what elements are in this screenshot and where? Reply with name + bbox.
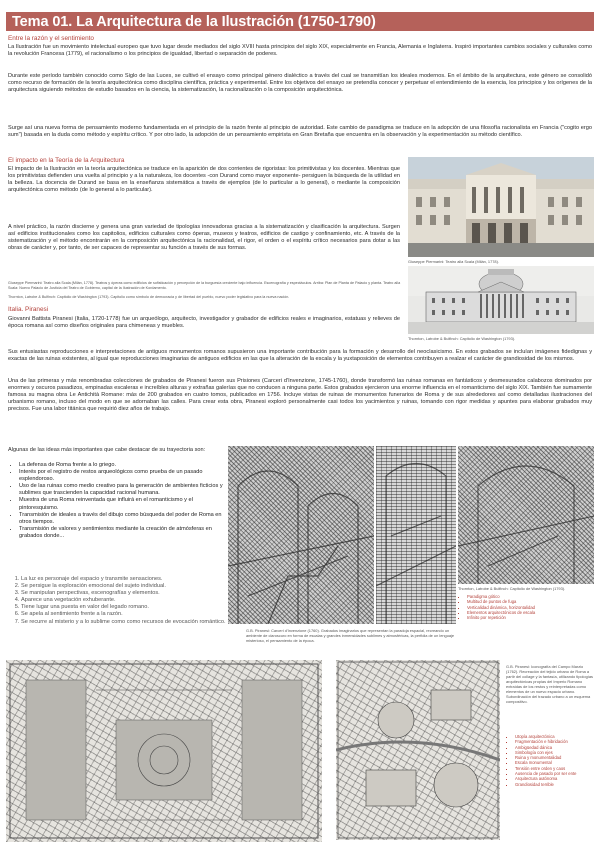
list-item: • Uso de las ruinas como medio creativo para la generación de ambientes ficticios y sublimes que trascienden la capacidad racional humana.: [19, 483, 227, 497]
paragraph-piranesi-1: Giovanni Battista Piranesi (Italia, 1720-1778) fue un arqueólogo, arquitecto, investigador y grabador de edificios reales e imaginarios, estatuas y relieves de época romana así como diseños originales para chimeneas y muebles.: [8, 316, 400, 330]
list-item: ▪ Grandiosidad terrible: [515, 782, 600, 787]
list-item: ▪ Elementos arquitectónicos de escala: [467, 610, 600, 615]
carceri-engraving-1: [228, 446, 374, 624]
ideas-list: [8, 462, 227, 540]
note-capitolio: Thornton, Latrobe & Bulfinch: Capitolio de Washington (1793). Capitolio como símbolo de democracia y de libertad del pueblo, nuevo poder legislativo para la nueva nación.: [8, 295, 290, 299]
list-item: ▪ Arquitectura autónoma: [515, 776, 600, 781]
teatro-scala-caption: Giuseppe Piermarini: Teatro alla Scala (Milán, 1778).: [408, 259, 499, 264]
carceri-small-caption: Thornton, Latrobe & Bulfinch: Capitolio de Washington (1793).: [458, 586, 566, 591]
section-heading-razon: Entre la razón y el sentimiento: [8, 35, 94, 42]
list-item: 4. Aparece una vegetación exhuberante.: [21, 597, 237, 604]
list-item: 6. Se apela al sentimiento frente a la razón.: [21, 611, 237, 618]
list-item: ▪ Simbología con ejes: [515, 750, 600, 755]
list-item: 1. La luz es personaje del espacio y transmite sensaciones.: [21, 576, 237, 583]
list-item: ▪ Utopía arquitectónica: [515, 734, 600, 739]
section-heading-impacto: El impacto en la Teoría de la Arquitectura: [8, 157, 125, 164]
list-item: ▪ Ausencia de pasado por ser ente: [515, 771, 600, 776]
list-item: ▪ Paradigma gótico: [467, 594, 600, 599]
campo-marzio-plan: [336, 660, 500, 840]
list-item: 5. Tiene lugar una puesta en valor del legado romano.: [21, 604, 237, 611]
list-item: ▪ Ambigüedad dánica: [515, 745, 600, 750]
campo-marzio-frontispiece: [6, 660, 322, 842]
list-item: • Transmisión de valores y sentimientos mediante la creación de atmósferas en grabados donde...: [19, 526, 227, 540]
paragraph-piranesi-2: Sus entusiastas reproducciones e interpretaciones de antiguos monumentos romanos supusieron una importante contribución para la formación y desarrollo del neoclasicismo. En estos grabados se incluían imágenes fidedignas y exactas de las ruinas existentes, al igual que reproducciones imaginarias de antiguos edificios en las que la alteración de la escala y la yuxtaposición de elementos contribuyen a realzar el carácter de grandiosidad de los mismos.: [8, 349, 592, 363]
section-heading-piranesi: Italia. Piranesi: [8, 306, 49, 313]
list-item: ▪ Verticalidad dinámica, horizontalidad: [467, 605, 600, 610]
capitolio-engraving: [408, 266, 594, 334]
carceri-caption: G.B. Piranesi: Carceri d'Invenzione (1760). Grabados imaginarios que representan la paradoja espacial, recreando un ambiente de claroscuro en forma de escalas y grandes inmensidades sublimes y atmosféricas, la perfidia de un lenguaje misterioso, el pensamiento de la época.: [246, 628, 455, 643]
list-item: • Transmisión de ideales a través del dibujo como búsqueda del poder de Roma en otros tiempos.: [19, 512, 227, 526]
list-item: 3. Se manipulan perspectivas, escenografías y elementos.: [21, 590, 237, 597]
list-item: • La defensa de Roma frente a lo griego.: [19, 462, 227, 469]
teatro-scala-photo: [408, 157, 594, 257]
paragraph-intro-1: La Ilustración fue un movimiento intelectual europeo que tuvo lugar desde mediados del siglo XVIII hasta principios del siglo XIX, especialmente en Francia, Alemania e Inglaterra. Inspiró importantes cambios sociales y culturales como la revolución Francesa (1779), el racionalismo o los principios de igualdad, libertad o separación de poderes.: [8, 44, 592, 58]
campo-marzio-features-list: [506, 734, 600, 787]
title-bar: [6, 12, 594, 31]
note-scala: Giuseppe Piermarini: Teatro alla Scala (Milán, 1778). Teatros y óperas como edificios de sofisticación y percepción de la burguesía creciente bajo influencia. Escenografía y espectáculos. Arriba: Plan de Planta de Palacio y planta. Teatro alla Scala: Nuevo Palacio de Justicia del Teatro de Gobierno, capital de la Ilustración de Kordamento.: [8, 281, 401, 290]
list-item: 2. Se persigue la exploración emocional del sujeto individual.: [21, 583, 237, 590]
paragraph-impacto-1: El impacto de la Ilustración en la teoría arquitectónica se traduce en la aparición de dos corrientes de rigoristas: los primitivistas y los docentes. Mientras que los primitivistas defienden una vuelta al principio y a la naturaleza, los docentes -con Durand como mayor exponente- persiguen la búsqueda de la utilidad en la belleza. La docencia de Durand se basa en la enseñanza sistemática a través de ejemplos (de lo particular a lo general), o mediante la composición arquitectónica como método (de lo general a lo particular).: [8, 166, 400, 194]
list-item: ▪ Fragmentación e hibridación: [515, 739, 600, 744]
atmosphere-list: [8, 576, 237, 626]
list-item: ▪ Tensión entre orden y caos: [515, 766, 600, 771]
paragraph-intro-3: Surge así una nueva forma de pensamiento moderno fundamentada en el principio de la razón frente al principio de autoridad. Este cambio de paradigma se traduce en la adopción de una filosofía racionalista en Francia ("cogito ergo sum") basada en la duda como método y espíritu crítico. Y por otro lado, la adopción de un pensamiento empirista en Gran Bretaña que encuentra en la observación y la experimentación su método científico.: [8, 125, 592, 139]
list-item: ▪ Infinito por repetición: [467, 615, 600, 620]
campo-marzio-caption: G.B. Piranesi: Iconografía del Campo Marzio (1762). Recreación del tejido urbano de Roma a partir del collage y la fantasía, utilizando tipologías arquitectónicas propias del Imperio Romano extraídas de los restos y reinterpretadas como elementos de un nuevo espacio urbano. Subordinación del trazado urbano a un esquema compositivo.: [506, 664, 593, 704]
ideas-intro: Algunas de las ideas más importantes que cabe destacar de su trayectoria son:: [8, 447, 206, 453]
carceri-engraving-3: [458, 446, 594, 584]
page-title: Tema 01. La Arquitectura de la Ilustración (1750-1790): [12, 14, 376, 30]
paragraph-intro-2: Durante este período también conocido como Siglo de las Luces, se cultivó el ensayo como principal género dialéctico a través del cual se transmitían los ideales modernos. En el ámbito de la arquitectura, este género se consolidó como recurso de formación de la teoría arquitectónica como disciplina científica, práctica y experimental. Entre los objetivos del ensayo se pretendía conocer y perpetuar el entendimiento de la esencia, los principios y los orígenes de la arquitectura siguiendo métodos de estudio basados en la ciencia, la sistematización, la racionalización o la composición arquitectónica.: [8, 73, 592, 94]
paragraph-impacto-2: A nivel práctico, la razón discierne y genera una gran variedad de tipologías innovadoras gracias a la sistematización y clasificación la arquitectura. Surgen así edificios institucionales como los capitolios, edificios culturales como óperas, museos y teatros, edificios de castigo y confinamiento, etc. A través de la sistematización y el método encontrarán en la composición arquitectónica la racionalidad, el rigor, el orden o el espíritu crítico necesarios para dotar a las obras de carácter y, por tanto, de ser capaces de representar su función a través de sus formas.: [8, 224, 400, 252]
list-item: • Muestra de una Roma reinventada que influirá en el romanticismo y el pintoresquismo.: [19, 497, 227, 511]
list-item: ▪ Multitud de puntos de fuga: [467, 599, 600, 604]
carceri-features-list: [458, 594, 600, 620]
list-item: • Interés por el registro de restos arqueológicos como prueba de un pasado esplendoroso.: [19, 469, 227, 483]
list-item: 7. Se recurre al misterio y a lo sublime como como recursos de evocación romántico.: [21, 619, 237, 626]
capitolio-caption: Thornton, Latrobe & Bulfinch: Capitolio de Washington (1793).: [408, 336, 516, 341]
list-item: ▪ Ruina y monumentalidad: [515, 755, 600, 760]
paragraph-piranesi-3: Una de las primeras y más renombradas colecciones de grabados de Piranesi fueron sus Prisiones (Carceri d'Invenzione, 1745-1760), donde transformó las ruinas romanas en fantásticos y desmesurados calabozos dominados por enormes y oscuros pasadizos, empinadas escaleras e increíbles alturas y extrañas galerías que no conducen a ninguna parte. Estos grabados ejercieron una enorme influencia en el romanticismo del siglo XIX. También fue sumamente famosa su magna obra Le Antichità Romane: más de 200 grabados en cuatro tomos, publicados en 1756. Incluye vistas de ruinas de monumentos funerarios de Roma y de sus alrededores así como detalladas ilustraciones del urbanismo romano, incluso del modo en que se adornaban las calles. Para crear esta obra, Piranesi exploró personalmente casi todos los yacimientos y ruinas, tomando con rigor medidas y apuntes para elaborar grabados muy precisos. Fue una labor titánica que requirió diez años de trabajo.: [8, 378, 592, 413]
list-item: ▪ Escala monumental: [515, 760, 600, 765]
carceri-engraving-2: [376, 446, 456, 624]
